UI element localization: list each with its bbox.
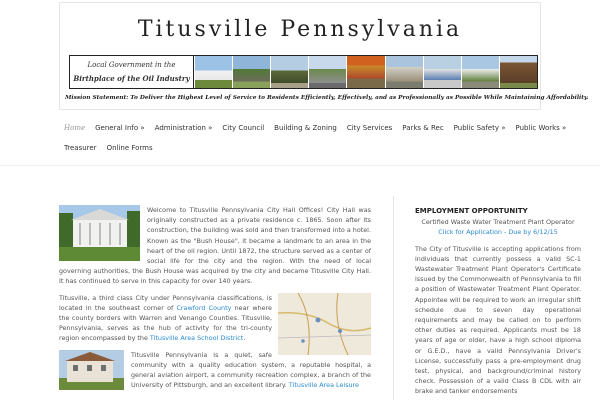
application-link[interactable]: Click for Application - Due by 6/12/15 bbox=[438, 228, 558, 237]
building-photo bbox=[385, 56, 423, 88]
nav-home[interactable]: Home bbox=[64, 124, 86, 132]
nav-row-secondary bbox=[59, 138, 541, 158]
location-paragraph bbox=[59, 293, 371, 344]
location-text-b: near where the county borders with Warren and Venango Counties. Titusville, Pennsylvania, serves as the hub of activity for the tri-county region encompassed by the bbox=[59, 303, 272, 343]
autumn-photo bbox=[346, 56, 384, 88]
location-text-a: Titusville, a third class City under Pennsylvania classifications, is located in the southeast corner of bbox=[59, 293, 272, 312]
leisure-link[interactable]: Titusville Area Leisure bbox=[288, 381, 359, 390]
nav-city-services[interactable]: City Services bbox=[346, 124, 393, 132]
employment-heading: EMPLOYMENT OPPORTUNITY bbox=[415, 207, 528, 215]
oil-derrick-photo bbox=[499, 56, 537, 88]
city-hall-photo bbox=[194, 56, 232, 88]
street-photo bbox=[308, 56, 346, 88]
nav-administration[interactable]: Administration » bbox=[154, 124, 213, 132]
site-title: Titusville Pennsylvania bbox=[137, 17, 463, 42]
tagline-line2: Birthplace of the Oil Industry bbox=[73, 74, 190, 83]
intro-text: Welcome to Titusville Pennsylvania City Hall Offices! City Hall was originally constructed as a private residence c. 1865. Soon after its construction, the building was sold and then transformed into a hotel. Known as the "Bush House", it became a landmark to an area in the heart of the oil region. Until 1872, the structure served as a center of social life for the city and the region. With the need of local governing authorities, the Bush House was acquired by the city and became Titusville City Hall. It has continued to serve in this capacity for over 140 years. bbox=[59, 206, 371, 286]
main-navigation bbox=[59, 118, 567, 158]
main-content bbox=[59, 205, 371, 396]
intro-paragraph bbox=[59, 205, 371, 287]
memorial-photo bbox=[423, 56, 461, 88]
photo-strip bbox=[194, 55, 538, 89]
nav-parks-rec[interactable]: Parks & Rec bbox=[402, 124, 444, 132]
employment-description: The City of Titusville is accepting applications from individuals that currently possess a valid SC-1 Wastewater Treatment Plant Operator's Certificate issued by the Commonwealth of Pennsylvania to fill a position of Wastewater Treatment Plant Operator. Appointee will be required to work an irregular shift schedule due to seven day operational requirements and may be called on to perform other duties as required. Applicants must be 18 years of age or older, have a high school diploma or G.E.D., have a valid Pennsylvania Driver's License, successfully pass a pre-employment drug test, physical, and background/criminal history check. Possession of a valid Class B CDL with air brake and tanker endorsements bbox=[415, 244, 581, 396]
tagline-line1: Local Government in the bbox=[87, 61, 176, 69]
tagline-box bbox=[69, 55, 194, 89]
nav-city-council[interactable]: City Council bbox=[222, 124, 265, 132]
community-paragraph bbox=[59, 350, 371, 391]
nav-building-zoning[interactable]: Building & Zoning bbox=[274, 124, 337, 132]
nav-treasurer[interactable]: Treasurer bbox=[64, 144, 97, 152]
park-photo bbox=[232, 56, 270, 88]
nav-general-info[interactable]: General Info » bbox=[95, 124, 145, 132]
community-text: Titusville Pennsylvania is a quiet, safe community with a quality education system, a reputable hospital, a general aviation airport, a community recreation complex, a branch of the University of Pittsburgh, and an excellent library. bbox=[131, 350, 371, 390]
historic-house-image bbox=[59, 350, 124, 390]
nav-row-primary bbox=[59, 118, 567, 138]
nav-public-works[interactable]: Public Works » bbox=[515, 124, 567, 132]
nav-online-forms[interactable]: Online Forms bbox=[106, 144, 153, 152]
header-banner bbox=[59, 2, 589, 110]
tank-monument-photo bbox=[270, 56, 308, 88]
mission-statement: Mission Statement: To Deliver the Highest Level of Service to Residents Efficiently, Effectively, and as Professionally as Possible While Maintaining Affordability. bbox=[65, 95, 589, 101]
region-map-image bbox=[278, 293, 371, 355]
city-hall-image bbox=[59, 205, 140, 261]
house-photo bbox=[461, 56, 499, 88]
crawford-county-link[interactable]: Crawford County bbox=[176, 303, 232, 312]
nav-public-safety[interactable]: Public Safety » bbox=[453, 124, 506, 132]
location-text-c: . bbox=[243, 334, 246, 343]
nav-divider bbox=[0, 165, 600, 166]
school-district-link[interactable]: Titusville Area School District bbox=[149, 334, 244, 343]
sidebar bbox=[393, 196, 601, 400]
position-title: Certified Waste Water Treatment Plant Operator bbox=[421, 218, 575, 227]
